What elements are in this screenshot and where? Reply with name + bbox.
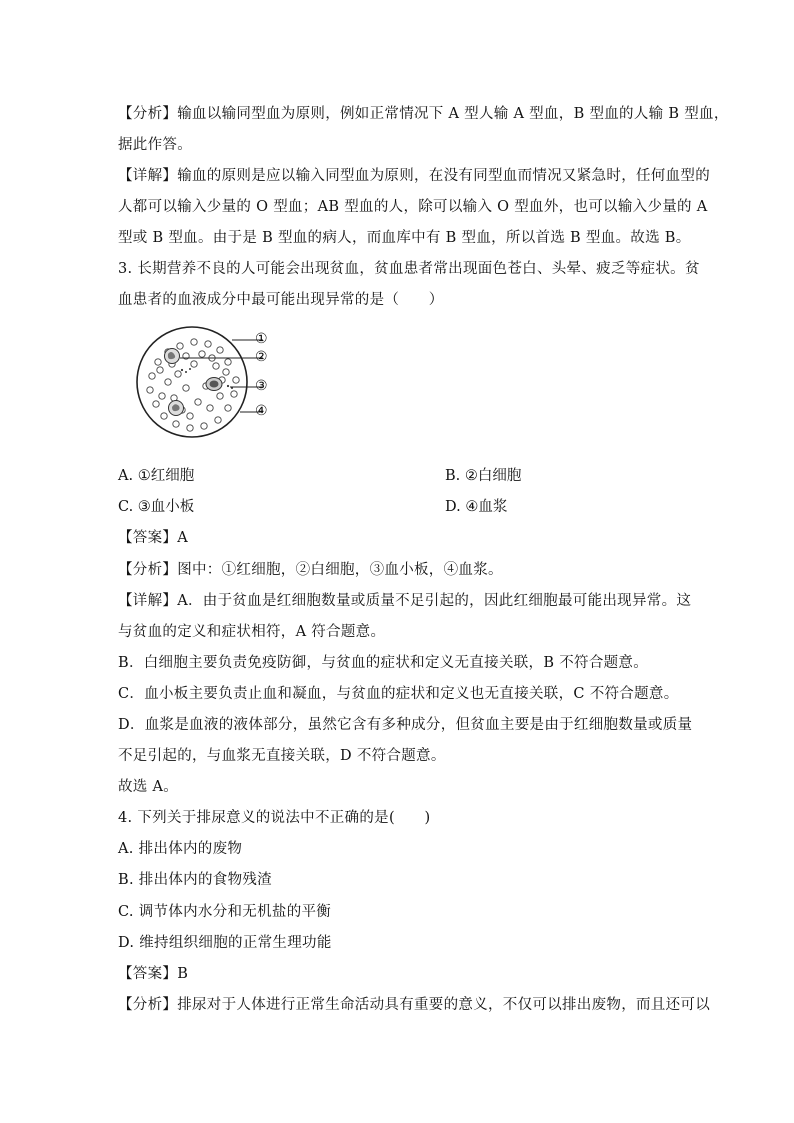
white-blood-cell-2	[169, 401, 184, 416]
blood-smear-figure	[128, 322, 288, 442]
q2-analysis-line-1: 【分析】输血以输同型血为原则，例如正常情况下 A 型人输 A 型血，B 型血的人输 B 型血，	[118, 106, 729, 122]
q2-detail-line-1: 【详解】输血的原则是应以输入同型血为原则，在没有同型血而情况又紧急时，任何血型的	[118, 168, 710, 184]
figure-label-4: ④	[255, 403, 268, 419]
q4-stem: 4. 下列关于排尿意义的说法中不正确的是( )	[118, 810, 431, 826]
q3-option-d: D. ④血浆	[445, 499, 508, 515]
smear-outline	[137, 327, 247, 437]
q3-detail-line-4: C．血小板主要负责止血和凝血，与贫血的症状和定义也无直接关联，C 不符合题意。	[118, 686, 679, 702]
q3-detail-line-5: D．血浆是血液的液体部分，虽然它含有多种成分，但贫血主要是由于红细胞数量或质量	[118, 717, 693, 733]
q4-option-a: A. 排出体内的废物	[118, 841, 243, 857]
q2-detail-line-2: 人都可以输入少量的 O 型血；AB 型血的人，除可以输入 O 型血外，也可以输入少量的 A	[118, 199, 708, 215]
q4-option-d: D. 维持组织细胞的正常生理功能	[118, 935, 332, 951]
q3-answer: 【答案】A	[118, 530, 188, 546]
q2-detail-line-3: 型或 B 型血。由于是 B 型血的病人，而血库中有 B 型血，所以首选 B 型血。故选 B。	[118, 230, 691, 246]
q3-option-b: B. ②白细胞	[445, 468, 522, 484]
q3-detail-line-2: 与贫血的定义和症状相符，A 符合题意。	[118, 624, 386, 640]
q3-conclusion: 故选 A。	[118, 779, 179, 795]
white-blood-cell-1	[165, 349, 180, 364]
q4-answer: 【答案】B	[118, 966, 189, 982]
q3-option-a: A. ①红细胞	[118, 468, 195, 484]
white-blood-cell-3	[206, 378, 222, 391]
q4-analysis-line-1: 【分析】排尿对于人体进行正常生命活动具有重要的意义，不仅可以排出废物，而且还可以	[118, 997, 710, 1013]
q3-stem-line-1: 3. 长期营养不良的人可能会出现贫血，贫血患者常出现面色苍白、头晕、疲乏等症状。贫	[118, 261, 700, 277]
q2-analysis-line-2: 据此作答。	[118, 137, 192, 153]
q3-analysis: 【分析】图中：①红细胞，②白细胞，③血小板，④血浆。	[118, 562, 503, 578]
q4-option-b: B. 排出体内的食物残渣	[118, 872, 272, 888]
figure-label-2: ②	[255, 349, 268, 365]
q3-detail-line-6: 不足引起的，与血浆无直接关联，D 不符合题意。	[118, 748, 446, 764]
q3-stem-line-2: 血患者的血液成分中最可能出现异常的是（ ）	[118, 292, 444, 308]
figure-label-3: ③	[255, 378, 268, 394]
q4-option-c: C. 调节体内水分和无机盐的平衡	[118, 904, 332, 920]
figure-label-1: ①	[255, 331, 268, 347]
q3-detail-line-3: B．白细胞主要负责免疫防御，与贫血的症状和定义无直接关联，B 不符合题意。	[118, 655, 649, 671]
q3-detail-line-1: 【详解】A．由于贫血是红细胞数量或质量不足引起的，因此红细胞最可能出现异常。这	[118, 593, 692, 609]
q3-option-c: C. ③血小板	[118, 499, 195, 515]
